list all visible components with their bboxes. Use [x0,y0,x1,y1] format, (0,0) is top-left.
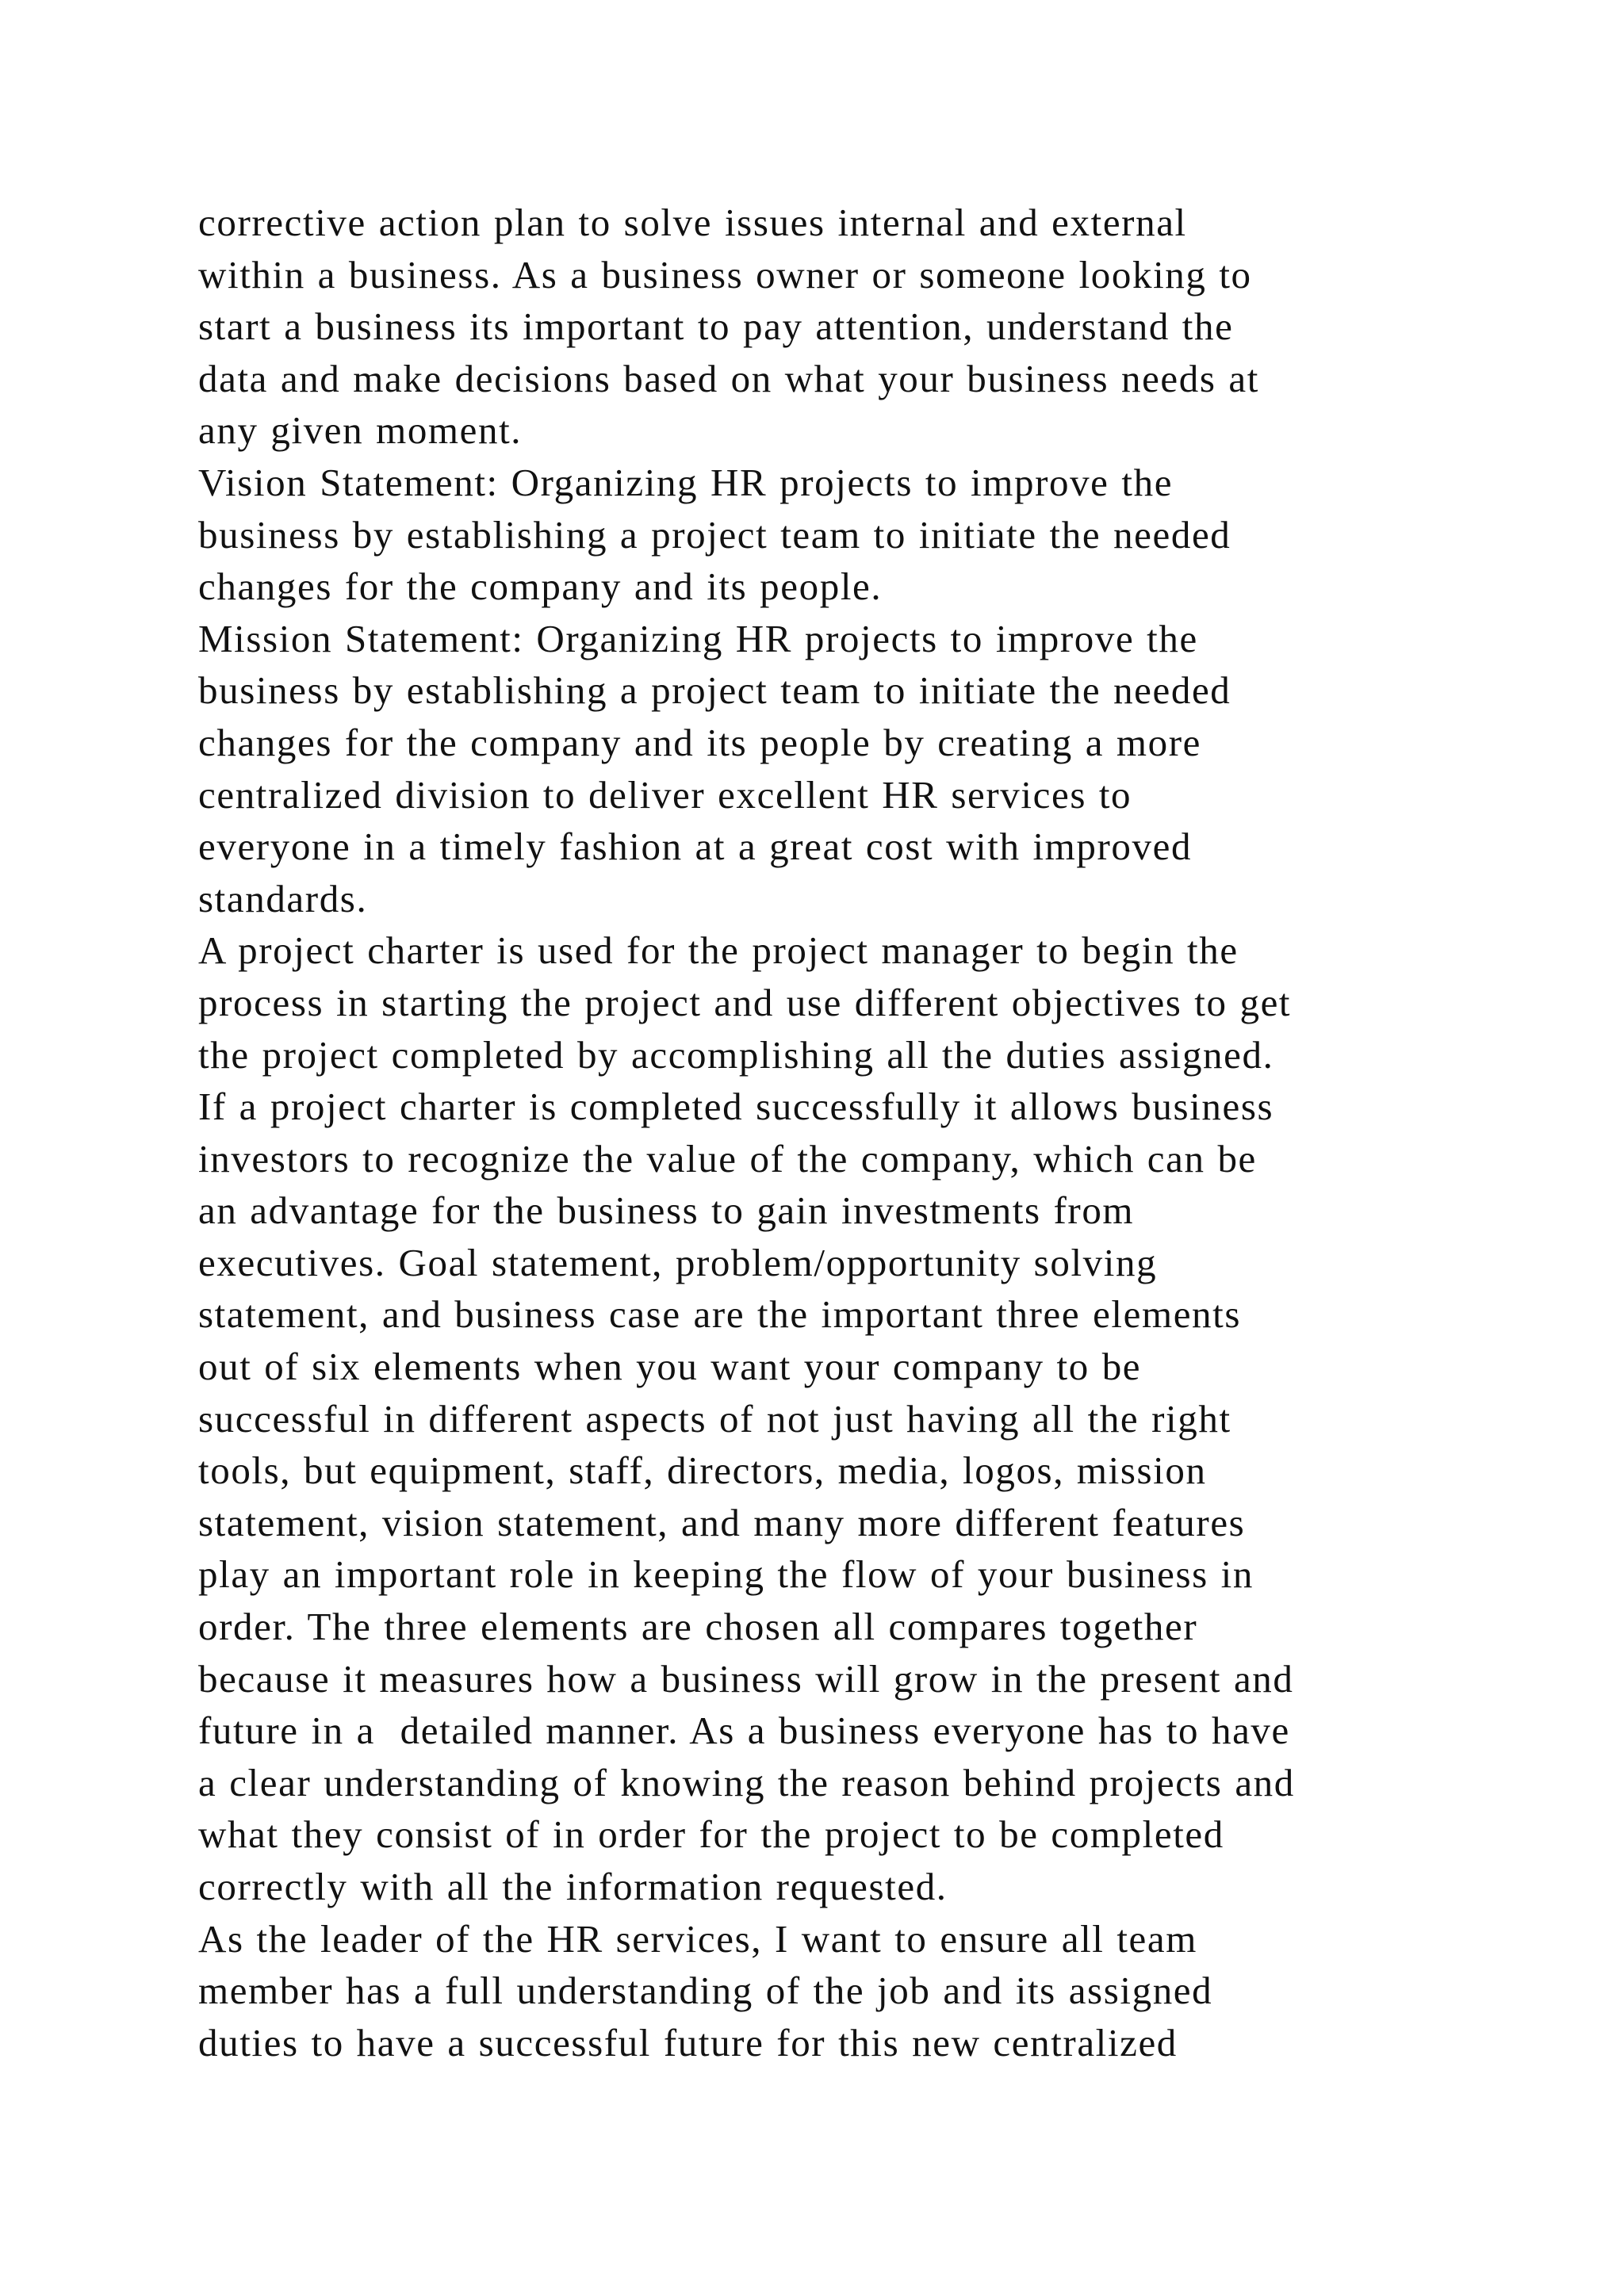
text-line: tools, but equipment, staff, directors, media, logos, mission [198,1448,1207,1493]
text-line: changes for the company and its people by creating a more [198,720,1201,764]
text-line: within a business. As a business owner or someone looking to [198,252,1252,297]
text-line: executives. Goal statement, problem/opportunity solving [198,1240,1158,1284]
text-line: A project charter is used for the project manager to begin the [198,928,1239,973]
text-line: start a business its important to pay attention, understand the [198,304,1234,349]
text-line: a clear understanding of knowing the reason behind projects and [198,1760,1295,1804]
text-line: business by establishing a project team to initiate the needed [198,512,1231,557]
text-line: successful in different aspects of not just having all the right [198,1396,1231,1441]
text-line: changes for the company and its people. [198,564,883,609]
text-line: duties to have a successful future for this new centralized [198,2020,1178,2064]
text-line: As the leader of the HR services, I want to ensure all team [198,1916,1197,1961]
text-line: centralized division to deliver excellent HR services to [198,772,1132,817]
text-line: member has a full understanding of the job and its assigned [198,1969,1213,2013]
text-line: everyone in a timely fashion at a great cost with improved [198,825,1193,869]
text-line: statement, vision statement, and many more different features [198,1500,1246,1544]
text-line: any given moment. [198,408,523,453]
text-line: order. The three elements are chosen all compares together [198,1605,1198,1649]
body-text [198,197,1507,2068]
text-line: the project completed by accomplishing all the duties assigned. [198,1032,1274,1077]
text-line: corrective action plan to solve issues internal and external [198,201,1187,244]
text-line: an advantage for the business to gain investments from [198,1188,1135,1233]
text-line: future in a detailed manner. As a business everyone has to have [198,1709,1290,1753]
text-line: Vision Statement: Organizing HR projects to improve the [198,460,1174,504]
text-line: process in starting the project and use different objectives to get [198,980,1292,1024]
text-line: data and make decisions based on what your business needs at [198,356,1259,400]
text-line: If a project charter is completed successfully it allows business [198,1085,1274,1129]
text-line: out of six elements when you want your company to be [198,1345,1142,1389]
text-line: play an important role in keeping the flow of your business in [198,1552,1254,1597]
text-line: because it measures how a business will grow in the present and [198,1656,1294,1701]
text-line: business by establishing a project team to initiate the needed [198,668,1231,713]
text-line: correctly with all the information requested. [198,1865,948,1908]
text-line: Mission Statement: Organizing HR projects to improve the [198,616,1198,660]
text-line: standards. [198,876,368,920]
text-line: what they consist of in order for the project to be completed [198,1812,1224,1857]
text-line: statement, and business case are the important three elements [198,1292,1242,1337]
text-line: investors to recognize the value of the company, which can be [198,1136,1257,1181]
